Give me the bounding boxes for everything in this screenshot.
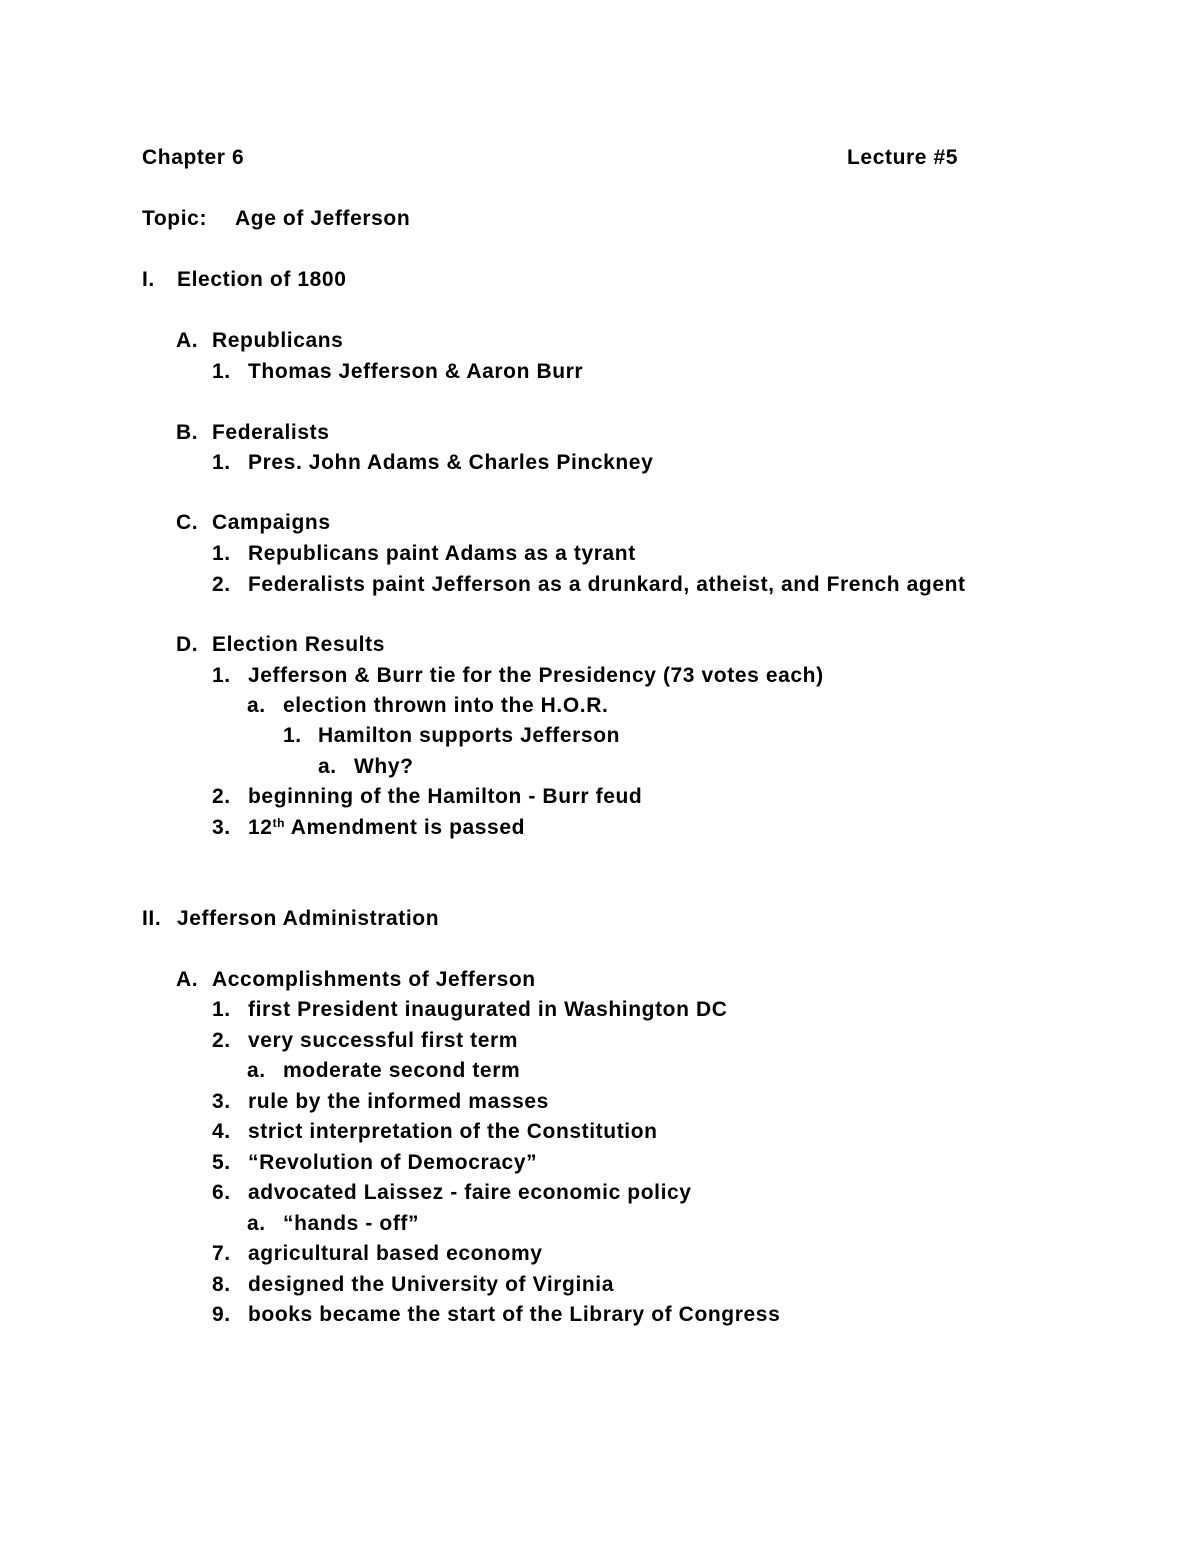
outline-marker: 1. [212, 360, 231, 383]
outline-text: Hamilton supports Jefferson [318, 724, 621, 747]
outline-text: first President inaugurated in Washington DC [248, 998, 728, 1021]
outline-text: Republicans paint Adams as a tyrant [248, 542, 636, 565]
outline-text: Election Results [212, 633, 385, 656]
outline-text: Election of 1800 [177, 268, 347, 291]
outline-marker: II. [142, 907, 162, 930]
outline-marker: 2. [212, 1029, 231, 1052]
outline-marker: 7. [212, 1242, 231, 1265]
outline-text: designed the University of Virginia [248, 1273, 615, 1296]
outline-marker: 1. [212, 451, 231, 474]
outline-marker: 4. [212, 1120, 231, 1143]
outline-marker: 2. [212, 785, 231, 808]
outline-marker: 5. [212, 1151, 231, 1174]
outline-marker: a. [247, 1212, 266, 1235]
outline-text: “hands - off” [283, 1212, 420, 1235]
outline-marker: 1. [212, 664, 231, 687]
topic-value: Age of Jefferson [235, 207, 411, 230]
outline-marker: 3. [212, 816, 231, 839]
outline-text: very successful first term [248, 1029, 519, 1052]
outline-marker: I. [142, 268, 155, 291]
outline-marker: D. [176, 633, 199, 656]
outline-text: beginning of the Hamilton - Burr feud [248, 785, 643, 808]
outline-text: Federalists paint Jefferson as a drunkard, atheist, and French agent [248, 573, 966, 596]
outline-text: Pres. John Adams & Charles Pinckney [248, 451, 654, 474]
outline-marker: A. [176, 968, 199, 991]
outline-marker: 1. [283, 724, 302, 747]
outline-marker: a. [318, 755, 337, 778]
outline-marker: 8. [212, 1273, 231, 1296]
outline-text: Federalists [212, 421, 330, 444]
outline-marker: C. [176, 511, 199, 534]
outline-marker: 9. [212, 1303, 231, 1326]
outline-text: Jefferson & Burr tie for the Presidency (73 votes each) [248, 664, 824, 687]
outline-text: election thrown into the H.O.R. [283, 694, 609, 717]
outline-text: Thomas Jefferson & Aaron Burr [248, 360, 584, 383]
outline-text: books became the start of the Library of Congress [248, 1303, 781, 1326]
outline-text: Republicans [212, 329, 344, 352]
outline-marker: A. [176, 329, 199, 352]
outline-text: “Revolution of Democracy” [248, 1151, 538, 1174]
outline-marker: 3. [212, 1090, 231, 1113]
outline-marker: 2. [212, 573, 231, 596]
outline-marker: 1. [212, 542, 231, 565]
outline-text: agricultural based economy [248, 1242, 543, 1265]
outline-text: Why? [354, 755, 414, 778]
topic-label: Topic: [142, 207, 208, 230]
outline-marker: a. [247, 694, 266, 717]
outline-text: rule by the informed masses [248, 1090, 549, 1113]
outline-text: advocated Laissez - faire economic policy [248, 1181, 692, 1204]
outline-text: strict interpretation of the Constitution [248, 1120, 658, 1143]
outline-text: moderate second term [283, 1059, 521, 1082]
outline-text: Campaigns [212, 511, 331, 534]
chapter-heading: Chapter 6 [142, 146, 245, 169]
outline-marker: 6. [212, 1181, 231, 1204]
outline-text: 12th Amendment is passed [248, 816, 526, 839]
outline-marker: a. [247, 1059, 266, 1082]
outline-text: Accomplishments of Jefferson [212, 968, 536, 991]
outline-text: Jefferson Administration [177, 907, 440, 930]
outline-marker: B. [176, 421, 199, 444]
outline-marker: 1. [212, 998, 231, 1021]
lecture-number: Lecture #5 [847, 146, 959, 169]
